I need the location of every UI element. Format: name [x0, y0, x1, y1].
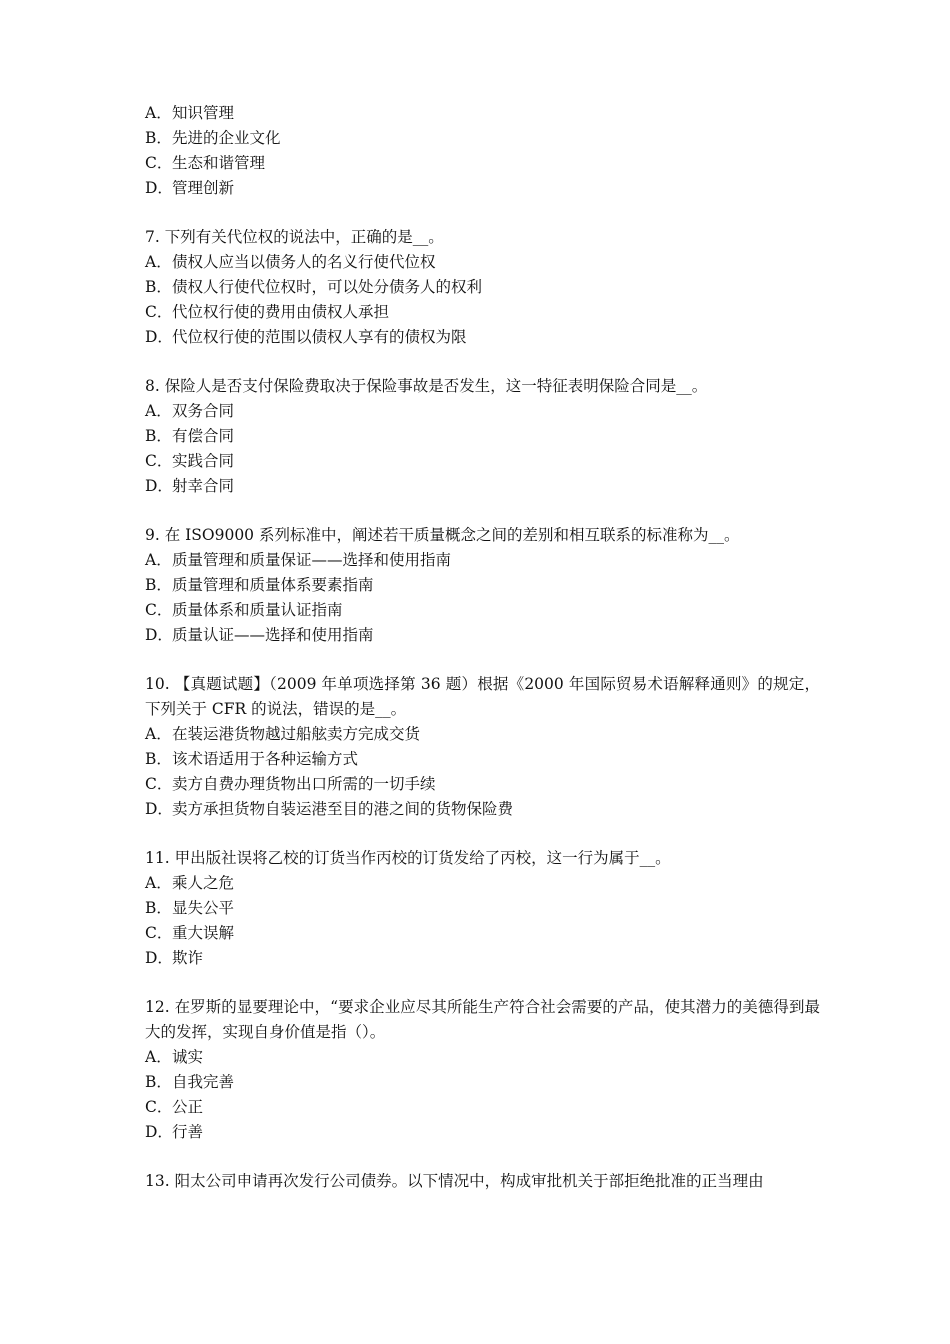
option-label: D． [145, 949, 173, 967]
option-c [145, 772, 820, 797]
option-d [145, 474, 820, 499]
question-stem: 7. 下列有关代位权的说法中，正确的是__。 [145, 228, 444, 246]
option-label: B． [145, 899, 172, 917]
option-label: A． [145, 725, 172, 743]
option-text: 欺诈 [172, 949, 204, 967]
option-d [145, 797, 820, 822]
option-c [145, 1095, 820, 1120]
question-stem: 12. 在罗斯的显要理论中，“要求企业应尽其所能生产符合社会需要的产品，使其潜力的美德得到最大的发挥，实现自身价值是指（）。 [145, 998, 820, 1041]
question-10 [145, 672, 820, 822]
option-b [145, 573, 820, 598]
option-text: 卖方自费办理货物出口所需的一切手续 [172, 775, 436, 793]
option-label: B． [145, 427, 172, 445]
option-a [145, 250, 820, 275]
option-b [145, 275, 820, 300]
option-b [145, 424, 820, 449]
option-d [145, 623, 820, 648]
option-label: C． [145, 452, 173, 470]
question-stem: 8. 保险人是否支付保险费取决于保险事故是否发生，这一特征表明保险合同是__。 [145, 377, 708, 395]
option-a [145, 101, 820, 126]
option-label: A． [145, 104, 172, 122]
option-a [145, 1045, 820, 1070]
previous-question-options [145, 101, 820, 201]
option-text: 重大误解 [172, 924, 235, 942]
option-label: C． [145, 1098, 173, 1116]
question-stem: 11. 甲出版社误将乙校的订货当作丙校的订货发给了丙校，这一行为属于__。 [145, 849, 671, 867]
option-text: 显失公平 [172, 899, 235, 917]
option-text: 自我完善 [172, 1073, 235, 1091]
option-text: 该术语适用于各种运输方式 [172, 750, 359, 768]
option-text: 行善 [172, 1123, 204, 1141]
option-text: 质量管理和质量体系要素指南 [172, 576, 374, 594]
option-d [145, 1120, 820, 1145]
option-label: A． [145, 402, 172, 420]
option-label: A． [145, 1048, 172, 1066]
option-c [145, 449, 820, 474]
option-text: 质量体系和质量认证指南 [172, 601, 343, 619]
option-b [145, 896, 820, 921]
option-text: 代位权行使的费用由债权人承担 [172, 303, 390, 321]
question-stem: 13. 阳太公司申请再次发行公司债券。以下情况中，构成审批机关于部拒绝批准的正当理由 [145, 1172, 764, 1190]
option-c [145, 151, 820, 176]
option-text: 实践合同 [172, 452, 235, 470]
question-stem: 9. 在 ISO9000 系列标准中，阐述若干质量概念之间的差别和相互联系的标准称为__。 [145, 526, 740, 544]
question-13 [145, 1169, 820, 1194]
option-a [145, 548, 820, 573]
option-label: D． [145, 1123, 173, 1141]
option-text: 代位权行使的范围以债权人享有的债权为限 [172, 328, 467, 346]
option-label: D． [145, 626, 173, 644]
option-label: C． [145, 775, 173, 793]
option-text: 射幸合同 [172, 477, 235, 495]
question-7 [145, 225, 820, 350]
option-d [145, 176, 820, 201]
option-text: 有偿合同 [172, 427, 235, 445]
option-d [145, 946, 820, 971]
option-c [145, 598, 820, 623]
option-label: D． [145, 328, 173, 346]
option-text: 债权人行使代位权时，可以处分债务人的权利 [172, 278, 483, 296]
option-label: C． [145, 154, 173, 172]
option-text: 知识管理 [172, 104, 235, 122]
option-label: A． [145, 874, 172, 892]
option-text: 双务合同 [172, 402, 235, 420]
option-text: 质量管理和质量保证——选择和使用指南 [172, 551, 452, 569]
option-label: A． [145, 253, 172, 271]
option-label: B． [145, 129, 172, 147]
option-label: A． [145, 551, 172, 569]
option-label: B． [145, 278, 172, 296]
option-label: D． [145, 477, 173, 495]
option-b [145, 1070, 820, 1095]
option-a [145, 722, 820, 747]
page-content [145, 101, 820, 1194]
option-text: 公正 [172, 1098, 204, 1116]
question-12 [145, 995, 820, 1145]
option-label: B． [145, 1073, 172, 1091]
option-text: 在装运港货物越过船舷卖方完成交货 [172, 725, 421, 743]
option-label: C． [145, 924, 173, 942]
option-label: D． [145, 179, 173, 197]
option-label: C． [145, 601, 173, 619]
option-text: 卖方承担货物自装运港至目的港之间的货物保险费 [172, 800, 514, 818]
option-text: 管理创新 [172, 179, 235, 197]
option-label: B． [145, 750, 172, 768]
option-b [145, 747, 820, 772]
question-11 [145, 846, 820, 971]
option-c [145, 921, 820, 946]
question-stem: 10. 【真题试题】（2009 年单项选择第 36 题）根据《2000 年国际贸易术语解释通则》的规定，下列关于 CFR 的说法，错误的是__。 [145, 675, 820, 718]
option-a [145, 871, 820, 896]
option-c [145, 300, 820, 325]
option-text: 乘人之危 [172, 874, 235, 892]
option-label: D． [145, 800, 173, 818]
question-8 [145, 374, 820, 499]
option-label: C． [145, 303, 173, 321]
option-text: 诚实 [172, 1048, 204, 1066]
option-b [145, 126, 820, 151]
option-a [145, 399, 820, 424]
option-d [145, 325, 820, 350]
option-text: 生态和谐管理 [172, 154, 266, 172]
option-text: 质量认证——选择和使用指南 [172, 626, 374, 644]
option-label: B． [145, 576, 172, 594]
option-text: 先进的企业文化 [172, 129, 281, 147]
option-text: 债权人应当以债务人的名义行使代位权 [172, 253, 436, 271]
question-9 [145, 523, 820, 648]
